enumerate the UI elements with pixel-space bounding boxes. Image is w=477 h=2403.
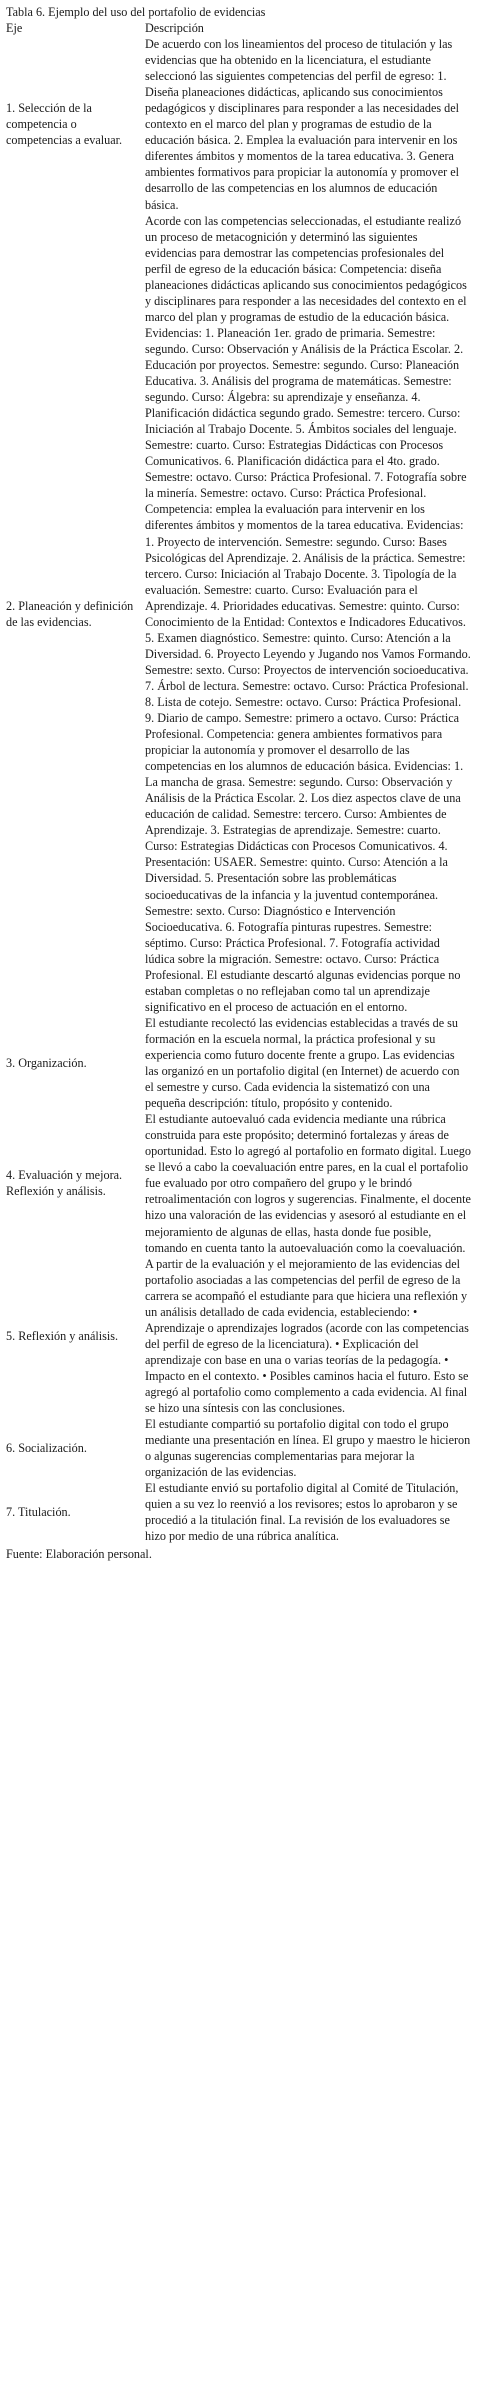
table-row <box>6 1015 471 1111</box>
table-source: Fuente: Elaboración personal. <box>6 1547 152 1562</box>
table-caption: Tabla 6. Ejemplo del uso del portafolio de evidencias <box>6 5 266 19</box>
table-row <box>6 1480 471 1544</box>
table-row <box>6 213 471 1015</box>
row-descripcion: De acuerdo con los lineamientos del proceso de titulación y las evidencias que ha obtenido en la licenciatura, el estudiante seleccionó las siguientes competencias del perfil de egreso: 1. Diseña planeaciones didácticas, aplicando sus conocimientos pedagógicos y disciplinares para responder a las necesidades del contexto en el marco del plan y programas de estudio de la educación básica. 2. Emplea la evaluación para intervenir en los diferentes ámbitos y momentos de la tarea educativa. 3. Genera ambientes formativos para propiciar la autonomía y promover el desarrollo de las competencias en los alumnos de educación básica. <box>145 37 460 212</box>
row-eje: 7. Titulación. <box>6 1505 71 1520</box>
row-descripcion: El estudiante compartió su portafolio digital con todo el grupo mediante una presentación en línea. El grupo y maestro le hicieron o algunas sugerencias complementarias para mejorar la organización de las evidencias. <box>145 1417 471 1480</box>
row-descripcion: Acorde con las competencias seleccionadas, el estudiante realizó un proceso de metacognición y determinó las siguientes evidencias para demostrar las competencias profesionales del perfil de egreso de la educación básica: Competencia: diseña planeaciones didácticas aplicando sus conocimientos pedagógicos y disciplinares para responder a las necesidades del contexto en el marco del plan y programas de estudio de la educación básica. Evidencias: 1. Planeación 1er. grado de primaria. Semestre: segundo. Curso: Observación y Análisis de la Práctica Escolar. 2. Educación por proyectos. Semestre: segundo. Curso: Planeación Educativa. 3. Análisis del programa de matemáticas. Semestre: segundo. Curso: Álgebra: su aprendizaje y enseñanza. 4. Planificación didáctica segundo grado. Semestre: tercero. Curso: Iniciación al Trabajo Docente. 5. Ámbitos sociales del lenguaje. Semestre: cuarto. Curso: Estrategias Didácticas con Procesos Comunicativos. 6. Planificación didáctica para el 4to. grado. Semestre: octavo. Curso: Práctica Profesional. 7. Fotografía sobre la minería. Semestre: octavo. Curso: Práctica Profesional. Competencia: emplea la evaluación para intervenir en los diferentes ámbitos y momentos de la tarea educativa. Evidencias: 1. Proyecto de intervención. Semestre: segundo. Curso: Bases Psicológicas del Aprendizaje. 2. Análisis de la práctica. Semestre: tercero. Curso: Iniciación al Trabajo Docente. 3. Tipología de la evaluación. Semestre: cuarto. Curso: Evaluación para el Aprendizaje. 4. Prioridades educativas. Semestre: quinto. Curso: Conocimiento de la Entidad: Contextos e Indicadores Educativos. 5. Examen diagnóstico. Semestre: quinto. Curso: Atención a la Diversidad. 6. Proyecto Leyendo y Jugando nos Vamos Formando. Semestre: sexto. Curso: Proyectos de intervención socioeducativa. 7. Árbol de lectura. Semestre: octavo. Curso: Práctica Profesional. 8. Lista de cotejo. Semestre: octavo. Curso: Práctica Profesional. 9. Diario de campo. Semestre: primero a octavo. Curso: Práctica Profesional. Competencia: genera ambientes formativos para propiciar la autonomía y promover el desarrollo de las competencias en los alumnos de educación básica. Evidencias: 1. La mancha de grasa. Semestre: segundo. Curso: Observación y Análisis de la Práctica Escolar. 2. Los diez aspectos clave de una educación de calidad. Semestre: tercero. Curso: Ambientes de Aprendizaje. 3. Estrategias de aprendizaje. Semestre: cuarto. Curso: Estrategias Didácticas con Procesos Comunicativos. 4. Presentación: USAER. Semestre: quinto. Curso: Atención a la Diversidad. 5. Presentación sobre las problemáticas socioeducativas de la infancia y la juventud contemporánea. Semestre: sexto. Curso: Diagnóstico e Intervención Socioeducativa. 6. Fotografía pinturas rupestres. Semestre: séptimo. Curso: Práctica Profesional. 7. Fotografía actividad lúdica sobre la migración. Semestre: octavo. Curso: Práctica Profesional. El estudiante descartó algunas evidencias porque no estaban completas o no reflejaban como tal un aprendizaje significativo en el proceso de actuación en el entorno. <box>145 213 471 1014</box>
row-eje: 1. Selección de la competencia o competencias a evaluar. <box>6 101 123 148</box>
row-eje: 6. Socialización. <box>6 1441 87 1456</box>
row-descripcion: A partir de la evaluación y el mejoramiento de las evidencias del portafolio asociadas a las competencias del perfil de egreso de la carrera se acompañó el estudiante para que hiciera una reflexión y un análisis detallado de cada evidencia, estableciendo: • Aprendizaje o aprendizajes logrados (acorde con las competencias del perfil de egreso de la licenciatura). • Explicación del aprendizaje con base en una o varias teorías de la pedagogía. • Impacto en el contexto. • Posibles caminos hacia el futuro. Esto se agregó al portafolio como complemento a cada evidencia. Al final se hizo una síntesis con las conclusiones. <box>145 1256 469 1416</box>
header-eje: Eje <box>6 21 23 35</box>
table-header <box>6 20 471 36</box>
row-eje: 4. Evaluación y mejora. Reflexión y análisis. <box>6 1168 123 1199</box>
row-descripcion: El estudiante envió su portafolio digital al Comité de Titulación, quien a su vez lo reenvió a los revisores; estos lo aprobaron y se procedió a la titulación final. La revisión de los evaluadores se hizo por medio de una rúbrica analítica. <box>145 1481 459 1544</box>
table-row <box>6 1416 471 1480</box>
table-row <box>6 1111 471 1255</box>
row-descripcion: El estudiante recolectó las evidencias establecidas a través de su formación en la escuela normal, la práctica profesional y su experiencia como futuro docente frente a grupo. Las evidencias las organizó en un portafolio digital (en Internet) de acuerdo con el semestre y curso. Cada evidencia la sistematizó con una pequeña descripción: título, propósito y contenido. <box>145 1015 460 1111</box>
row-eje: 5. Reflexión y análisis. <box>6 1328 119 1343</box>
row-eje: 2. Planeación y definición de las evidencias. <box>6 598 134 629</box>
header-descripcion: Descripción <box>145 21 204 35</box>
table-row <box>6 1256 471 1416</box>
table-row <box>6 36 471 213</box>
row-descripcion: El estudiante autoevaluó cada evidencia mediante una rúbrica construida para este propósito; determinó fortalezas y áreas de oportunidad. Esto lo agregó al portafolio en formato digital. Luego se llevó a cabo la coevaluación entre pares, en la cual el portafolio fue evaluado por otro compañero del grupo y le brindó retroalimentación con logros y sugerencias. Finalmente, el docente hizo una valoración de las evidencias y asesoró al estudiante en el mejoramiento de algunas de ellas, hasta donde fue posible, tomando en cuenta tanto la autoevaluación como la coevaluación. <box>145 1112 471 1255</box>
row-eje: 3. Organización. <box>6 1056 87 1071</box>
evidence-table <box>6 20 471 1544</box>
